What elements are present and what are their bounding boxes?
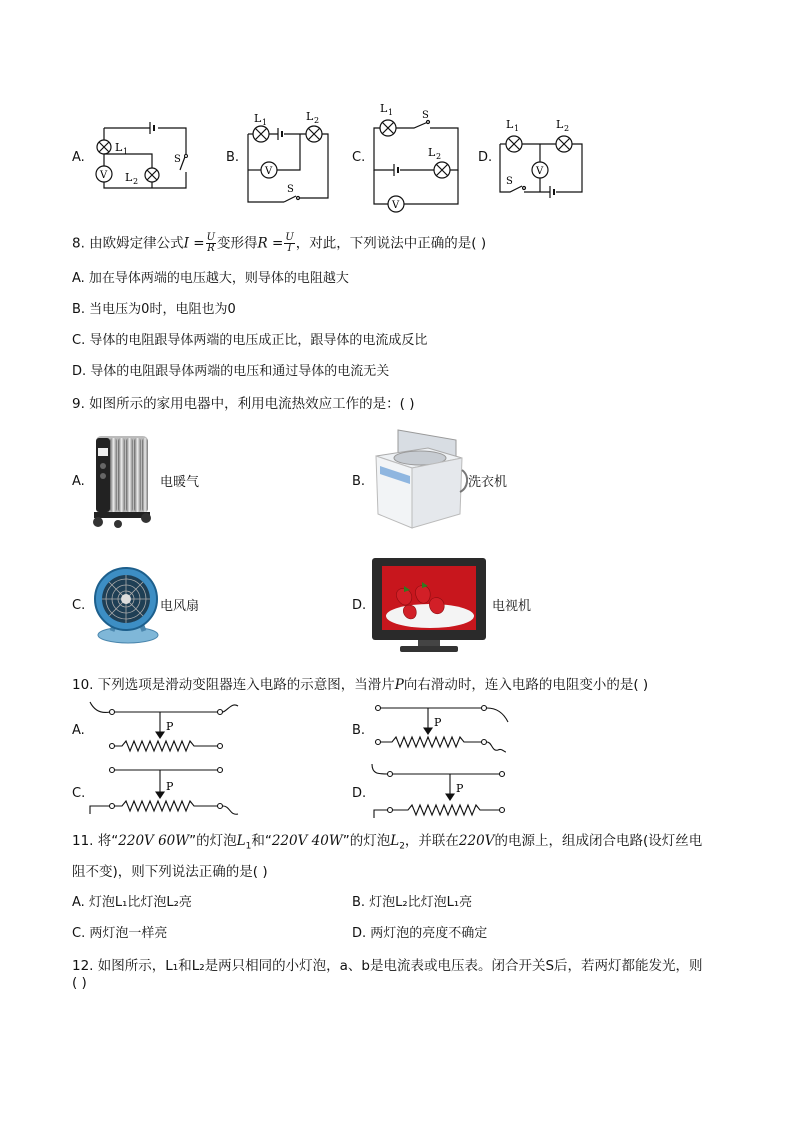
q7a-voltmeter-label: V (100, 170, 108, 181)
q9-option-a-label: 电暖气 (160, 475, 200, 490)
q7c-voltmeter-label: V (392, 200, 400, 211)
q7b-l2-label: L (306, 110, 314, 123)
q10c-slider-label: P (166, 780, 174, 793)
washing-machine-icon (368, 426, 468, 530)
q9-option-b-label: 洗衣机 (468, 475, 508, 490)
q7d-l1-label: L (506, 118, 514, 131)
q7-option-a-letter: A. (72, 150, 85, 165)
q7a-l2-label: L (125, 171, 133, 184)
q8-stem: 8. 由欧姆定律公式I = $\frac{U}{R}$ 变形得R = $\frac{U}{I}$ ，对此，下列说法中正确的是( ) (72, 232, 487, 254)
q7-circuit-b-diagram (240, 108, 340, 206)
q8-formula-ohm: I = (183, 235, 205, 252)
q11-option-c: C. 两灯泡一样亮 (72, 926, 168, 941)
q7b-voltmeter-label: V (265, 166, 273, 177)
q7-circuit-a-diagram (86, 116, 196, 196)
q10-rheostat-c-diagram (86, 762, 246, 820)
q7a-l1-label: L (115, 141, 123, 154)
q10-option-a-letter: A. (72, 723, 85, 738)
radiator-icon (88, 430, 154, 530)
q7d-l2-label: L (556, 118, 564, 131)
q7c-switch-label: S (422, 110, 429, 121)
svg-text:2: 2 (436, 152, 442, 161)
q7d-switch-label: S (506, 176, 513, 187)
q11-option-a: A. 灯泡L₁比灯泡L₂亮 (72, 895, 192, 910)
q8-option-a: A. 加在导体两端的电压越大，则导体的电阻越大 (72, 271, 349, 286)
q10-rheostat-b-diagram (366, 698, 526, 758)
q7b-switch-label: S (287, 184, 294, 195)
q9-option-c-letter: C. (72, 598, 86, 613)
q12-stem-line2: ( ) (72, 975, 87, 991)
q7-option-d-letter: D. (478, 150, 493, 165)
fan-icon (88, 565, 160, 645)
q10-stem: 10. 下列选项是滑动变阻器连入电路的示意图，当滑片P向右滑动时，连入电路的电阻变小的是( ) (72, 677, 649, 693)
q9-option-d-letter: D. (352, 598, 367, 613)
tv-icon (370, 556, 488, 656)
q9-option-b-letter: B. (352, 474, 366, 489)
q12-stem-line1: 12. 如图所示，L₁和L₂是两只相同的小灯泡，a、b是电流表或电压表。闭合开关S后，若两灯都能发光，则 (72, 958, 703, 974)
svg-text:2: 2 (564, 124, 570, 133)
q7a-switch-label: S (174, 154, 181, 165)
q10a-slider-label: P (166, 720, 174, 733)
q8-formula-resistance: R = (257, 235, 284, 252)
q11-option-d: D. 两灯泡的亮度不确定 (352, 926, 488, 941)
q7-option-c-letter: C. (352, 150, 366, 165)
q10-rheostat-d-diagram (366, 760, 526, 820)
q10-option-d-letter: D. (352, 786, 367, 801)
q8-option-c: C. 导体的电阻跟导体两端的电压成正比，跟导体的电流成反比 (72, 333, 428, 348)
q9-stem: 9. 如图所示的家用电器中，利用电流热效应工作的是：( ) (72, 396, 415, 412)
svg-text:1: 1 (514, 124, 520, 133)
q10d-slider-label: P (456, 782, 464, 795)
svg-text:2: 2 (314, 116, 320, 125)
q7c-l2-label: L (428, 146, 436, 159)
q8-option-d: D. 导体的电阻跟导体两端的电压和通过导体的电流无关 (72, 364, 390, 379)
q9-option-c-label: 电风扇 (160, 599, 200, 614)
q11-option-b: B. 灯泡L₂比灯泡L₁亮 (352, 895, 473, 910)
svg-text:1: 1 (388, 108, 394, 117)
q10-option-b-letter: B. (352, 723, 366, 738)
q9-option-a-letter: A. (72, 474, 85, 489)
q7c-l1-label: L (380, 102, 388, 115)
q11-stem-line2: 阻不变)，则下列说法正确的是( ) (72, 864, 268, 880)
q7-option-b-letter: B. (226, 150, 240, 165)
q9-option-d-label: 电视机 (492, 599, 532, 614)
q10-rheostat-a-diagram (86, 700, 246, 756)
svg-text:1: 1 (262, 118, 268, 127)
svg-text:2: 2 (133, 177, 139, 186)
q8-option-b: B. 当电压为0时，电阻也为0 (72, 302, 236, 317)
q10b-slider-label: P (434, 716, 442, 729)
q10-option-c-letter: C. (72, 786, 86, 801)
q11-stem-line1: 11. 将“220V 60W”的灯泡$L_1$和“220V 40W”的灯泡$L_2$，并联在220V的电源上，组成闭合电路(设灯丝电 (72, 833, 703, 852)
q7-circuit-d-diagram (492, 112, 592, 198)
q7-circuit-c-diagram (366, 100, 466, 216)
q7b-l1-label: L (254, 112, 262, 125)
q7d-voltmeter-label: V (536, 166, 544, 177)
svg-text:1: 1 (123, 147, 129, 156)
